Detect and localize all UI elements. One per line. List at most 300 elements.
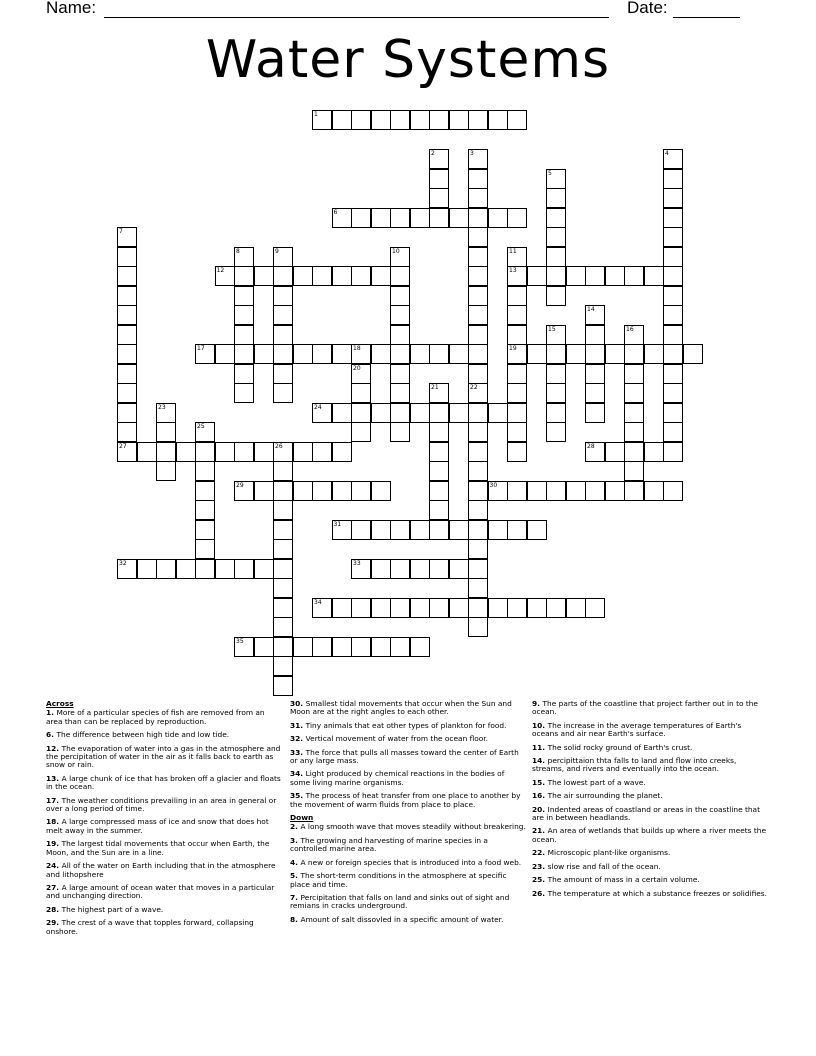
- crossword-cell[interactable]: [624, 344, 644, 364]
- crossword-cell[interactable]: [507, 598, 527, 618]
- crossword-cell[interactable]: [468, 305, 488, 325]
- clue-text: The difference between high tide and low tide.: [56, 730, 230, 740]
- crossword-cell[interactable]: [254, 442, 274, 462]
- crossword-cell[interactable]: [390, 559, 410, 579]
- crossword-cell[interactable]: [293, 266, 313, 286]
- crossword-cell[interactable]: [332, 266, 352, 286]
- crossword-cell[interactable]: [371, 344, 391, 364]
- crossword-cell[interactable]: [332, 344, 352, 364]
- crossword-cell[interactable]: [293, 344, 313, 364]
- crossword-cell[interactable]: [663, 208, 683, 228]
- clue-label: 8.: [290, 914, 301, 924]
- crossword-cell[interactable]: [663, 364, 683, 384]
- crossword-cell[interactable]: [605, 266, 625, 286]
- crossword-cell[interactable]: [410, 110, 430, 130]
- crossword-cell[interactable]: [624, 442, 644, 462]
- crossword-cell[interactable]: [507, 208, 527, 228]
- crossword-cell[interactable]: [663, 266, 683, 286]
- crossword-cell[interactable]: [663, 149, 683, 169]
- crossword-cell[interactable]: [156, 559, 176, 579]
- crossword-cell[interactable]: [312, 110, 332, 130]
- crossword-cell[interactable]: [351, 422, 371, 442]
- crossword-cell[interactable]: [234, 247, 254, 267]
- crossword-cell[interactable]: [254, 266, 274, 286]
- crossword-cell[interactable]: [449, 520, 469, 540]
- crossword-cell[interactable]: [488, 110, 508, 130]
- crossword-cell[interactable]: [624, 383, 644, 403]
- crossword-cell[interactable]: [371, 637, 391, 657]
- crossword-cell[interactable]: [663, 481, 683, 501]
- crossword-cell[interactable]: [273, 617, 293, 637]
- crossword-cell[interactable]: [488, 598, 508, 618]
- crossword-cell[interactable]: [351, 598, 371, 618]
- crossword-cell[interactable]: [156, 422, 176, 442]
- crossword-cell[interactable]: [585, 344, 605, 364]
- crossword-cell[interactable]: [371, 266, 391, 286]
- crossword-cell[interactable]: [449, 344, 469, 364]
- crossword-cell[interactable]: [468, 188, 488, 208]
- crossword-cell[interactable]: [566, 266, 586, 286]
- crossword-cell[interactable]: [429, 442, 449, 462]
- clue-text: A large compressed mass of ice and snow that does hot melt away in the summer.: [46, 817, 269, 835]
- crossword-cell[interactable]: [585, 442, 605, 462]
- clue-item: [46, 919, 282, 936]
- crossword-cell[interactable]: [117, 325, 137, 345]
- crossword-cell[interactable]: [585, 305, 605, 325]
- crossword-cell[interactable]: [390, 403, 410, 423]
- crossword-cell[interactable]: [527, 598, 547, 618]
- crossword-cell[interactable]: [468, 442, 488, 462]
- crossword-cell[interactable]: [371, 403, 391, 423]
- crossword-cell[interactable]: [663, 188, 683, 208]
- crossword-cell[interactable]: [468, 169, 488, 189]
- crossword-cell[interactable]: [176, 442, 196, 462]
- crossword-cell[interactable]: [234, 364, 254, 384]
- crossword-cell[interactable]: [546, 422, 566, 442]
- crossword-cell[interactable]: [663, 169, 683, 189]
- crossword-cell[interactable]: [468, 461, 488, 481]
- crossword-cell[interactable]: [663, 383, 683, 403]
- crossword-cell[interactable]: [546, 383, 566, 403]
- crossword-cell[interactable]: [468, 383, 488, 403]
- crossword-cell[interactable]: [312, 598, 332, 618]
- crossword-cell[interactable]: [215, 442, 235, 462]
- crossword-cell[interactable]: [468, 539, 488, 559]
- crossword-cell[interactable]: [449, 403, 469, 423]
- crossword-cell[interactable]: [390, 110, 410, 130]
- crossword-cell[interactable]: [429, 422, 449, 442]
- crossword-cell[interactable]: [488, 208, 508, 228]
- crossword-cell[interactable]: [273, 247, 293, 267]
- crossword-cell[interactable]: [390, 383, 410, 403]
- crossword-cell[interactable]: [273, 500, 293, 520]
- crossword-cell[interactable]: [293, 481, 313, 501]
- crossword-cell[interactable]: [351, 403, 371, 423]
- crossword-cell[interactable]: [371, 598, 391, 618]
- crossword-cell[interactable]: [507, 481, 527, 501]
- crossword-cell[interactable]: [527, 520, 547, 540]
- crossword-cell[interactable]: [507, 286, 527, 306]
- crossword-cell[interactable]: [429, 169, 449, 189]
- crossword-cell[interactable]: [449, 559, 469, 579]
- crossword-cell[interactable]: [546, 286, 566, 306]
- crossword-cell[interactable]: [644, 344, 664, 364]
- crossword-cell[interactable]: [117, 286, 137, 306]
- crossword-cell[interactable]: [117, 344, 137, 364]
- crossword-cell[interactable]: [332, 110, 352, 130]
- crossword-cell[interactable]: [234, 325, 254, 345]
- crossword-cell[interactable]: [468, 500, 488, 520]
- crossword-cell[interactable]: [273, 383, 293, 403]
- crossword-cell[interactable]: [410, 344, 430, 364]
- crossword-cell[interactable]: [507, 364, 527, 384]
- crossword-cell[interactable]: [546, 208, 566, 228]
- crossword-cell[interactable]: [663, 325, 683, 345]
- crossword-cell[interactable]: [234, 344, 254, 364]
- crossword-cell[interactable]: [624, 422, 644, 442]
- crossword-cell[interactable]: [429, 110, 449, 130]
- clue-item: [532, 827, 768, 844]
- crossword-cell[interactable]: [156, 461, 176, 481]
- crossword-cell[interactable]: [234, 266, 254, 286]
- crossword-cell[interactable]: [312, 637, 332, 657]
- clue-text: Percipitation that falls on land and sinks out of sight and remians in cracks underground.: [290, 892, 510, 911]
- crossword-cell[interactable]: [429, 481, 449, 501]
- crossword-cell[interactable]: [215, 344, 235, 364]
- crossword-cell[interactable]: [273, 559, 293, 579]
- crossword-cell[interactable]: [312, 266, 332, 286]
- crossword-cell[interactable]: [546, 247, 566, 267]
- crossword-cell[interactable]: [195, 481, 215, 501]
- crossword-cell[interactable]: [644, 442, 664, 462]
- clue-text: A large amount of ocean water that moves in a particular and unchanging direction.: [46, 882, 275, 901]
- crossword-cell[interactable]: [390, 286, 410, 306]
- crossword-cell[interactable]: [351, 266, 371, 286]
- clue-label: 9.: [532, 699, 543, 708]
- crossword-cell[interactable]: [468, 520, 488, 540]
- crossword-cell[interactable]: [488, 481, 508, 501]
- crossword-cell[interactable]: [527, 481, 547, 501]
- crossword-cell[interactable]: [429, 598, 449, 618]
- crossword-cell[interactable]: [117, 364, 137, 384]
- crossword-cell[interactable]: [507, 325, 527, 345]
- crossword-cell[interactable]: [273, 481, 293, 501]
- crossword-cell[interactable]: [410, 403, 430, 423]
- crossword-cell[interactable]: [605, 442, 625, 462]
- crossword-cell[interactable]: [371, 110, 391, 130]
- crossword-cell[interactable]: [546, 403, 566, 423]
- crossword-cell[interactable]: [234, 305, 254, 325]
- crossword-cell[interactable]: [390, 305, 410, 325]
- crossword-cell[interactable]: [351, 481, 371, 501]
- crossword-cell[interactable]: [410, 598, 430, 618]
- crossword-cell[interactable]: [527, 266, 547, 286]
- crossword-cell[interactable]: [429, 149, 449, 169]
- crossword-cell[interactable]: [351, 110, 371, 130]
- crossword-cell[interactable]: [468, 247, 488, 267]
- crossword-cell[interactable]: [273, 676, 293, 696]
- crossword-cell[interactable]: [429, 344, 449, 364]
- crossword-cell[interactable]: [546, 325, 566, 345]
- crossword-cell[interactable]: [468, 559, 488, 579]
- crossword-cell[interactable]: [351, 383, 371, 403]
- crossword-cell[interactable]: [663, 442, 683, 462]
- crossword-cell[interactable]: [624, 364, 644, 384]
- crossword-cell[interactable]: [468, 422, 488, 442]
- crossword-cell[interactable]: [390, 364, 410, 384]
- clue-label: 27.: [46, 882, 62, 892]
- crossword-cell[interactable]: [273, 442, 293, 462]
- crossword-cell[interactable]: [195, 442, 215, 462]
- crossword-cell[interactable]: [137, 559, 157, 579]
- crossword-cell[interactable]: [371, 208, 391, 228]
- crossword-cell[interactable]: [273, 656, 293, 676]
- crossword-cell[interactable]: [468, 325, 488, 345]
- crossword-cell[interactable]: [273, 305, 293, 325]
- crossword-cell[interactable]: [663, 286, 683, 306]
- crossword-cell[interactable]: [624, 481, 644, 501]
- crossword-cell[interactable]: [273, 344, 293, 364]
- crossword-cell[interactable]: [351, 208, 371, 228]
- crossword-cell[interactable]: [410, 520, 430, 540]
- crossword-cell[interactable]: [546, 481, 566, 501]
- crossword-cell[interactable]: [468, 208, 488, 228]
- crossword-cell[interactable]: [585, 383, 605, 403]
- crossword-cell[interactable]: [488, 403, 508, 423]
- crossword-cell[interactable]: [468, 149, 488, 169]
- crossword-cell[interactable]: [293, 637, 313, 657]
- crossword-cell[interactable]: [234, 286, 254, 306]
- crossword-cell[interactable]: [507, 383, 527, 403]
- crossword-cell[interactable]: [624, 266, 644, 286]
- crossword-cell[interactable]: [468, 617, 488, 637]
- crossword-cell[interactable]: [546, 188, 566, 208]
- crossword-cell[interactable]: [195, 344, 215, 364]
- crossword-cell[interactable]: [449, 598, 469, 618]
- crossword-cell[interactable]: [429, 559, 449, 579]
- crossword-cell[interactable]: [624, 461, 644, 481]
- crossword-cell[interactable]: [234, 559, 254, 579]
- crossword-cell[interactable]: [195, 500, 215, 520]
- crossword-cell[interactable]: [332, 481, 352, 501]
- crossword-cell[interactable]: [585, 481, 605, 501]
- crossword-cell[interactable]: [254, 481, 274, 501]
- crossword-cell[interactable]: [390, 520, 410, 540]
- clue-number: 35: [236, 637, 244, 645]
- crossword-cell[interactable]: [507, 422, 527, 442]
- clue-label: 18.: [46, 817, 62, 827]
- crossword-cell[interactable]: [644, 481, 664, 501]
- crossword-cell[interactable]: [117, 383, 137, 403]
- crossword-cell[interactable]: [507, 442, 527, 462]
- crossword-cell[interactable]: [585, 403, 605, 423]
- crossword-cell[interactable]: [585, 325, 605, 345]
- crossword-cell[interactable]: [195, 520, 215, 540]
- crossword-cell[interactable]: [507, 403, 527, 423]
- crossword-cell[interactable]: [351, 637, 371, 657]
- crossword-cell[interactable]: [546, 169, 566, 189]
- crossword-cell[interactable]: [195, 461, 215, 481]
- crossword-cell[interactable]: [585, 598, 605, 618]
- crossword-cell[interactable]: [644, 266, 664, 286]
- crossword-cell[interactable]: [546, 598, 566, 618]
- crossword-cell[interactable]: [293, 442, 313, 462]
- crossword-cell[interactable]: [566, 598, 586, 618]
- crossword-cell[interactable]: [507, 344, 527, 364]
- crossword-cell[interactable]: [312, 481, 332, 501]
- crossword-cell[interactable]: [507, 110, 527, 130]
- crossword-cell[interactable]: [468, 403, 488, 423]
- crossword-cell[interactable]: [468, 110, 488, 130]
- clue-text: The increase in the average temperatures of Earth's oceans and air near Earth's surface.: [532, 720, 742, 739]
- crossword-cell[interactable]: [507, 247, 527, 267]
- crossword-cell[interactable]: [468, 578, 488, 598]
- crossword-cell[interactable]: [312, 403, 332, 423]
- crossword-cell[interactable]: [527, 344, 547, 364]
- crossword-cell[interactable]: [351, 520, 371, 540]
- crossword-cell[interactable]: [390, 325, 410, 345]
- crossword-cell[interactable]: [468, 286, 488, 306]
- crossword-cell[interactable]: [156, 442, 176, 462]
- clue-item: [46, 709, 282, 726]
- crossword-cell[interactable]: [234, 442, 254, 462]
- crossword-cell[interactable]: [663, 305, 683, 325]
- crossword-cell[interactable]: [390, 598, 410, 618]
- crossword-cell[interactable]: [488, 520, 508, 540]
- crossword-cell[interactable]: [468, 364, 488, 384]
- crossword-cell[interactable]: [273, 364, 293, 384]
- crossword-cell[interactable]: [663, 227, 683, 247]
- crossword-cell[interactable]: [117, 403, 137, 423]
- clue-text: The weather conditions prevailing in an area in general or over a long period of time.: [46, 795, 277, 814]
- crossword-cell[interactable]: [390, 422, 410, 442]
- crossword-cell[interactable]: [371, 520, 391, 540]
- crossword-cell[interactable]: [215, 266, 235, 286]
- crossword-cell[interactable]: [254, 637, 274, 657]
- crossword-cell[interactable]: [566, 481, 586, 501]
- crossword-cell[interactable]: [195, 539, 215, 559]
- crossword-cell[interactable]: [429, 188, 449, 208]
- crossword-cell[interactable]: [468, 344, 488, 364]
- crossword-cell[interactable]: [429, 208, 449, 228]
- crossword-cell[interactable]: [351, 344, 371, 364]
- crossword-cell[interactable]: [390, 266, 410, 286]
- crossword-cell[interactable]: [390, 247, 410, 267]
- crossword-cell[interactable]: [371, 481, 391, 501]
- crossword-cell[interactable]: [663, 344, 683, 364]
- crossword-cell[interactable]: [468, 481, 488, 501]
- crossword-cell[interactable]: [663, 422, 683, 442]
- crossword-cell[interactable]: [429, 500, 449, 520]
- crossword-cell[interactable]: [273, 539, 293, 559]
- crossword-cell[interactable]: [332, 403, 352, 423]
- crossword-cell[interactable]: [449, 208, 469, 228]
- crossword-cell[interactable]: [390, 344, 410, 364]
- crossword-cell[interactable]: [332, 637, 352, 657]
- crossword-cell[interactable]: [624, 403, 644, 423]
- crossword-cell[interactable]: [312, 344, 332, 364]
- crossword-cell[interactable]: [273, 286, 293, 306]
- crossword-cell[interactable]: [234, 637, 254, 657]
- crossword-cell[interactable]: [195, 422, 215, 442]
- crossword-cell[interactable]: [371, 559, 391, 579]
- crossword-cell[interactable]: [117, 442, 137, 462]
- crossword-cell[interactable]: [507, 266, 527, 286]
- crossword-cell[interactable]: [663, 403, 683, 423]
- crossword-cell[interactable]: [117, 247, 137, 267]
- crossword-cell[interactable]: [234, 383, 254, 403]
- crossword-cell[interactable]: [546, 364, 566, 384]
- crossword-cell[interactable]: [215, 559, 235, 579]
- crossword-cell[interactable]: [429, 520, 449, 540]
- crossword-cell[interactable]: [390, 208, 410, 228]
- crossword-cell[interactable]: [176, 559, 196, 579]
- crossword-cell[interactable]: [273, 325, 293, 345]
- crossword-cell[interactable]: [195, 559, 215, 579]
- crossword-cell[interactable]: [332, 520, 352, 540]
- crossword-cell[interactable]: [273, 266, 293, 286]
- crossword-cell[interactable]: [273, 637, 293, 657]
- crossword-cell[interactable]: [273, 598, 293, 618]
- crossword-cell[interactable]: [468, 598, 488, 618]
- crossword-cell[interactable]: [507, 520, 527, 540]
- crossword-cell[interactable]: [117, 305, 137, 325]
- crossword-cell[interactable]: [683, 344, 703, 364]
- crossword-cell[interactable]: [410, 637, 430, 657]
- crossword-cell[interactable]: [429, 403, 449, 423]
- crossword-cell[interactable]: [410, 559, 430, 579]
- crossword-cell[interactable]: [273, 520, 293, 540]
- crossword-cell[interactable]: [585, 364, 605, 384]
- crossword-cell[interactable]: [273, 578, 293, 598]
- crossword-cell[interactable]: [663, 247, 683, 267]
- clue-item: [290, 837, 526, 854]
- crossword-cell[interactable]: [507, 305, 527, 325]
- crossword-cell[interactable]: [273, 461, 293, 481]
- crossword-cell[interactable]: [137, 442, 157, 462]
- crossword-cell[interactable]: [585, 266, 605, 286]
- crossword-cell[interactable]: [410, 208, 430, 228]
- crossword-cell[interactable]: [546, 266, 566, 286]
- crossword-cell[interactable]: [546, 227, 566, 247]
- crossword-cell[interactable]: [546, 344, 566, 364]
- crossword-cell[interactable]: [605, 481, 625, 501]
- crossword-cell[interactable]: [117, 266, 137, 286]
- crossword-cell[interactable]: [117, 227, 137, 247]
- crossword-cell[interactable]: [429, 383, 449, 403]
- crossword-cell[interactable]: [468, 227, 488, 247]
- crossword-cell[interactable]: [332, 208, 352, 228]
- crossword-cell[interactable]: [234, 481, 254, 501]
- crossword-cell[interactable]: [312, 442, 332, 462]
- crossword-cell[interactable]: [117, 559, 137, 579]
- crossword-cell[interactable]: [390, 637, 410, 657]
- crossword-cell[interactable]: [605, 344, 625, 364]
- crossword-cell[interactable]: [332, 598, 352, 618]
- crossword-cell[interactable]: [351, 559, 371, 579]
- crossword-cell[interactable]: [156, 403, 176, 423]
- crossword-cell[interactable]: [624, 325, 644, 345]
- crossword-cell[interactable]: [254, 559, 274, 579]
- crossword-cell[interactable]: [429, 461, 449, 481]
- crossword-cell[interactable]: [351, 364, 371, 384]
- crossword-cell[interactable]: [449, 110, 469, 130]
- crossword-cell[interactable]: [468, 266, 488, 286]
- crossword-cell[interactable]: [117, 422, 137, 442]
- crossword-cell[interactable]: [254, 344, 274, 364]
- crossword-cell[interactable]: [566, 344, 586, 364]
- crossword-cell[interactable]: [332, 442, 352, 462]
